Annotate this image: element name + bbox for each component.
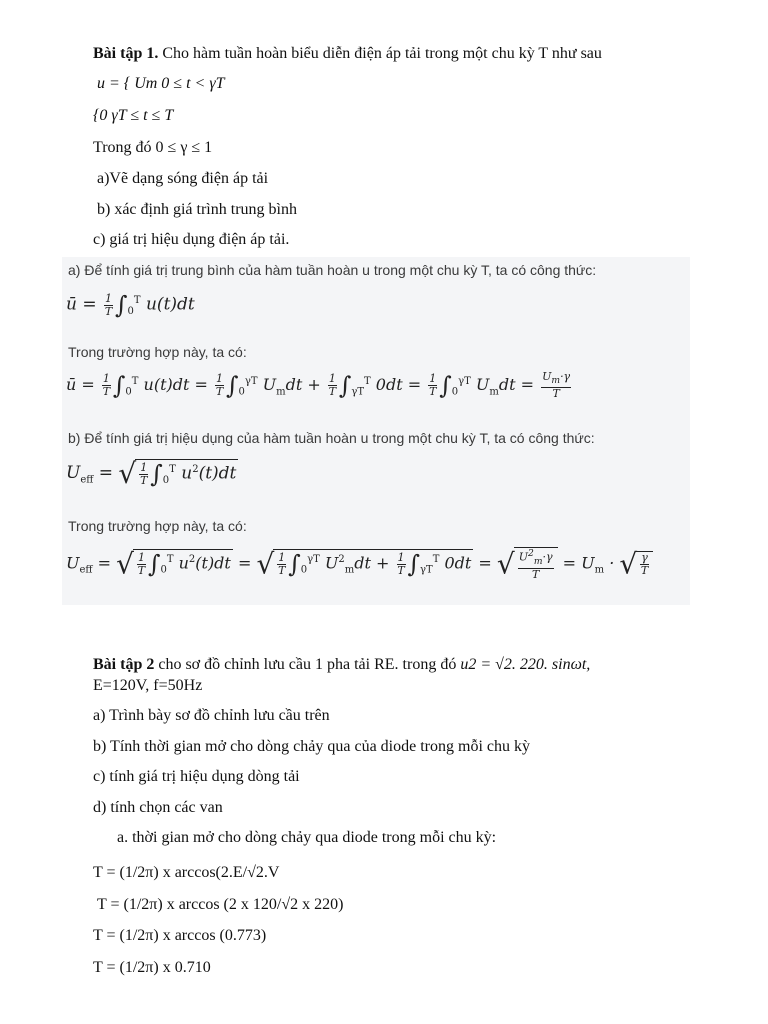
ex2-title-equation: u2 = √2. 220. sinωt, (460, 656, 591, 673)
ex2-question-d: d) tính chọn các van (93, 799, 223, 816)
ex2-question-c: c) tính giá trị hiệu dụng dòng tải (93, 768, 300, 785)
ex2-formula-3: T = (1/2π) x arccos (0.773) (93, 927, 267, 944)
ex1-piece-1: u = { Um 0 ≤ t < γT (97, 75, 225, 92)
solution-text-a: a) Để tính giá trị trung bình của hàm tuần hoàn u trong một chu kỳ T, ta có công thức: (68, 262, 597, 278)
solution-text-case-1: Trong trường hợp này, ta có: (68, 344, 247, 360)
ex2-formula-1: T = (1/2π) x arccos(2.E/√2.V (93, 864, 280, 881)
solution-text-case-2: Trong trường hợp này, ta có: (68, 518, 247, 534)
ex2-subheading: a. thời gian mở cho dòng chảy qua diode trong mỗi chu kỳ: (117, 829, 497, 846)
ex2-question-a: a) Trình bày sơ đồ chỉnh lưu cầu trên (93, 707, 330, 724)
solution-text-b: b) Để tính giá trị hiệu dụng của hàm tuần hoàn u trong một chu kỳ T, ta có công thức: (68, 430, 595, 446)
rms-calculation: $U_{eff}$ = √ $\frac{1}{T}$ $\int_0^T$ $u^2(t)dt$ = √ $\frac{1}{T}$ $\int_0^{\gamma T}$ $U^2_mdt$ + $\frac{1}{T}$ $\int_{\gamma T}^T$ 0dt = √ $\frac{U^2_m\cdot\gamma}{T}$ = $U_m$ · √ $\frac{\gamma}{T}$ (66, 547, 653, 581)
ex2-parameters: E=120V, f=50Hz (93, 677, 203, 694)
ex1-piece-2: {0 γT ≤ t ≤ T (93, 107, 174, 124)
ex2-formula-2: T = (1/2π) x arccos (2 x 120/√2 x 220) (97, 896, 344, 913)
ex2-question-b: b) Tính thời gian mở cho dòng chảy qua của diode trong mỗi chu kỳ (93, 738, 530, 755)
ex1-condition: Trong đó 0 ≤ γ ≤ 1 (93, 139, 213, 156)
ex1-title (93, 44, 602, 64)
ex2-title-label: Bài tập 2 (93, 656, 155, 673)
rms-formula: $U_{eff}$ = √ $\frac{1}{T}$ $\int_0^T$ $u^2(t)dt$ (66, 457, 237, 490)
ex2-formula-4: T = (1/2π) x 0.710 (93, 959, 211, 976)
ex1-title-label: Bài tập 1. (93, 45, 159, 62)
ex2-title (93, 655, 590, 675)
ex1-question-a: a)Vẽ dạng sóng điện áp tải (97, 170, 269, 187)
ex1-question-c: c) giá trị hiệu dụng điện áp tải. (93, 231, 290, 248)
mean-calculation: ū = $\frac{1}{T}$ $\int_0^T$ u(t)dt = $\frac{1}{T}$ $\int_0^{\gamma T}$ $U_mdt$ + $\frac{1}{T}$ $\int_{\gamma T}^T$ 0dt = $\frac{1}{T}$ $\int_0^{\gamma T}$ $U_mdt$ = $\frac{U_m\cdot\gamma}{T}$ (66, 370, 571, 401)
mean-formula: ū = $\frac{1}{T}$ $\int_0^T$ u(t)dt (66, 291, 195, 319)
ex1-title-text: Cho hàm tuần hoàn biểu diễn điện áp tải trong một chu kỳ T như sau (158, 45, 602, 62)
solution-panel (62, 257, 690, 605)
ex2-title-text: cho sơ đồ chỉnh lưu cầu 1 pha tải RE. trong đó (154, 656, 461, 673)
ex1-question-b: b) xác định giá trình trung bình (97, 201, 297, 218)
